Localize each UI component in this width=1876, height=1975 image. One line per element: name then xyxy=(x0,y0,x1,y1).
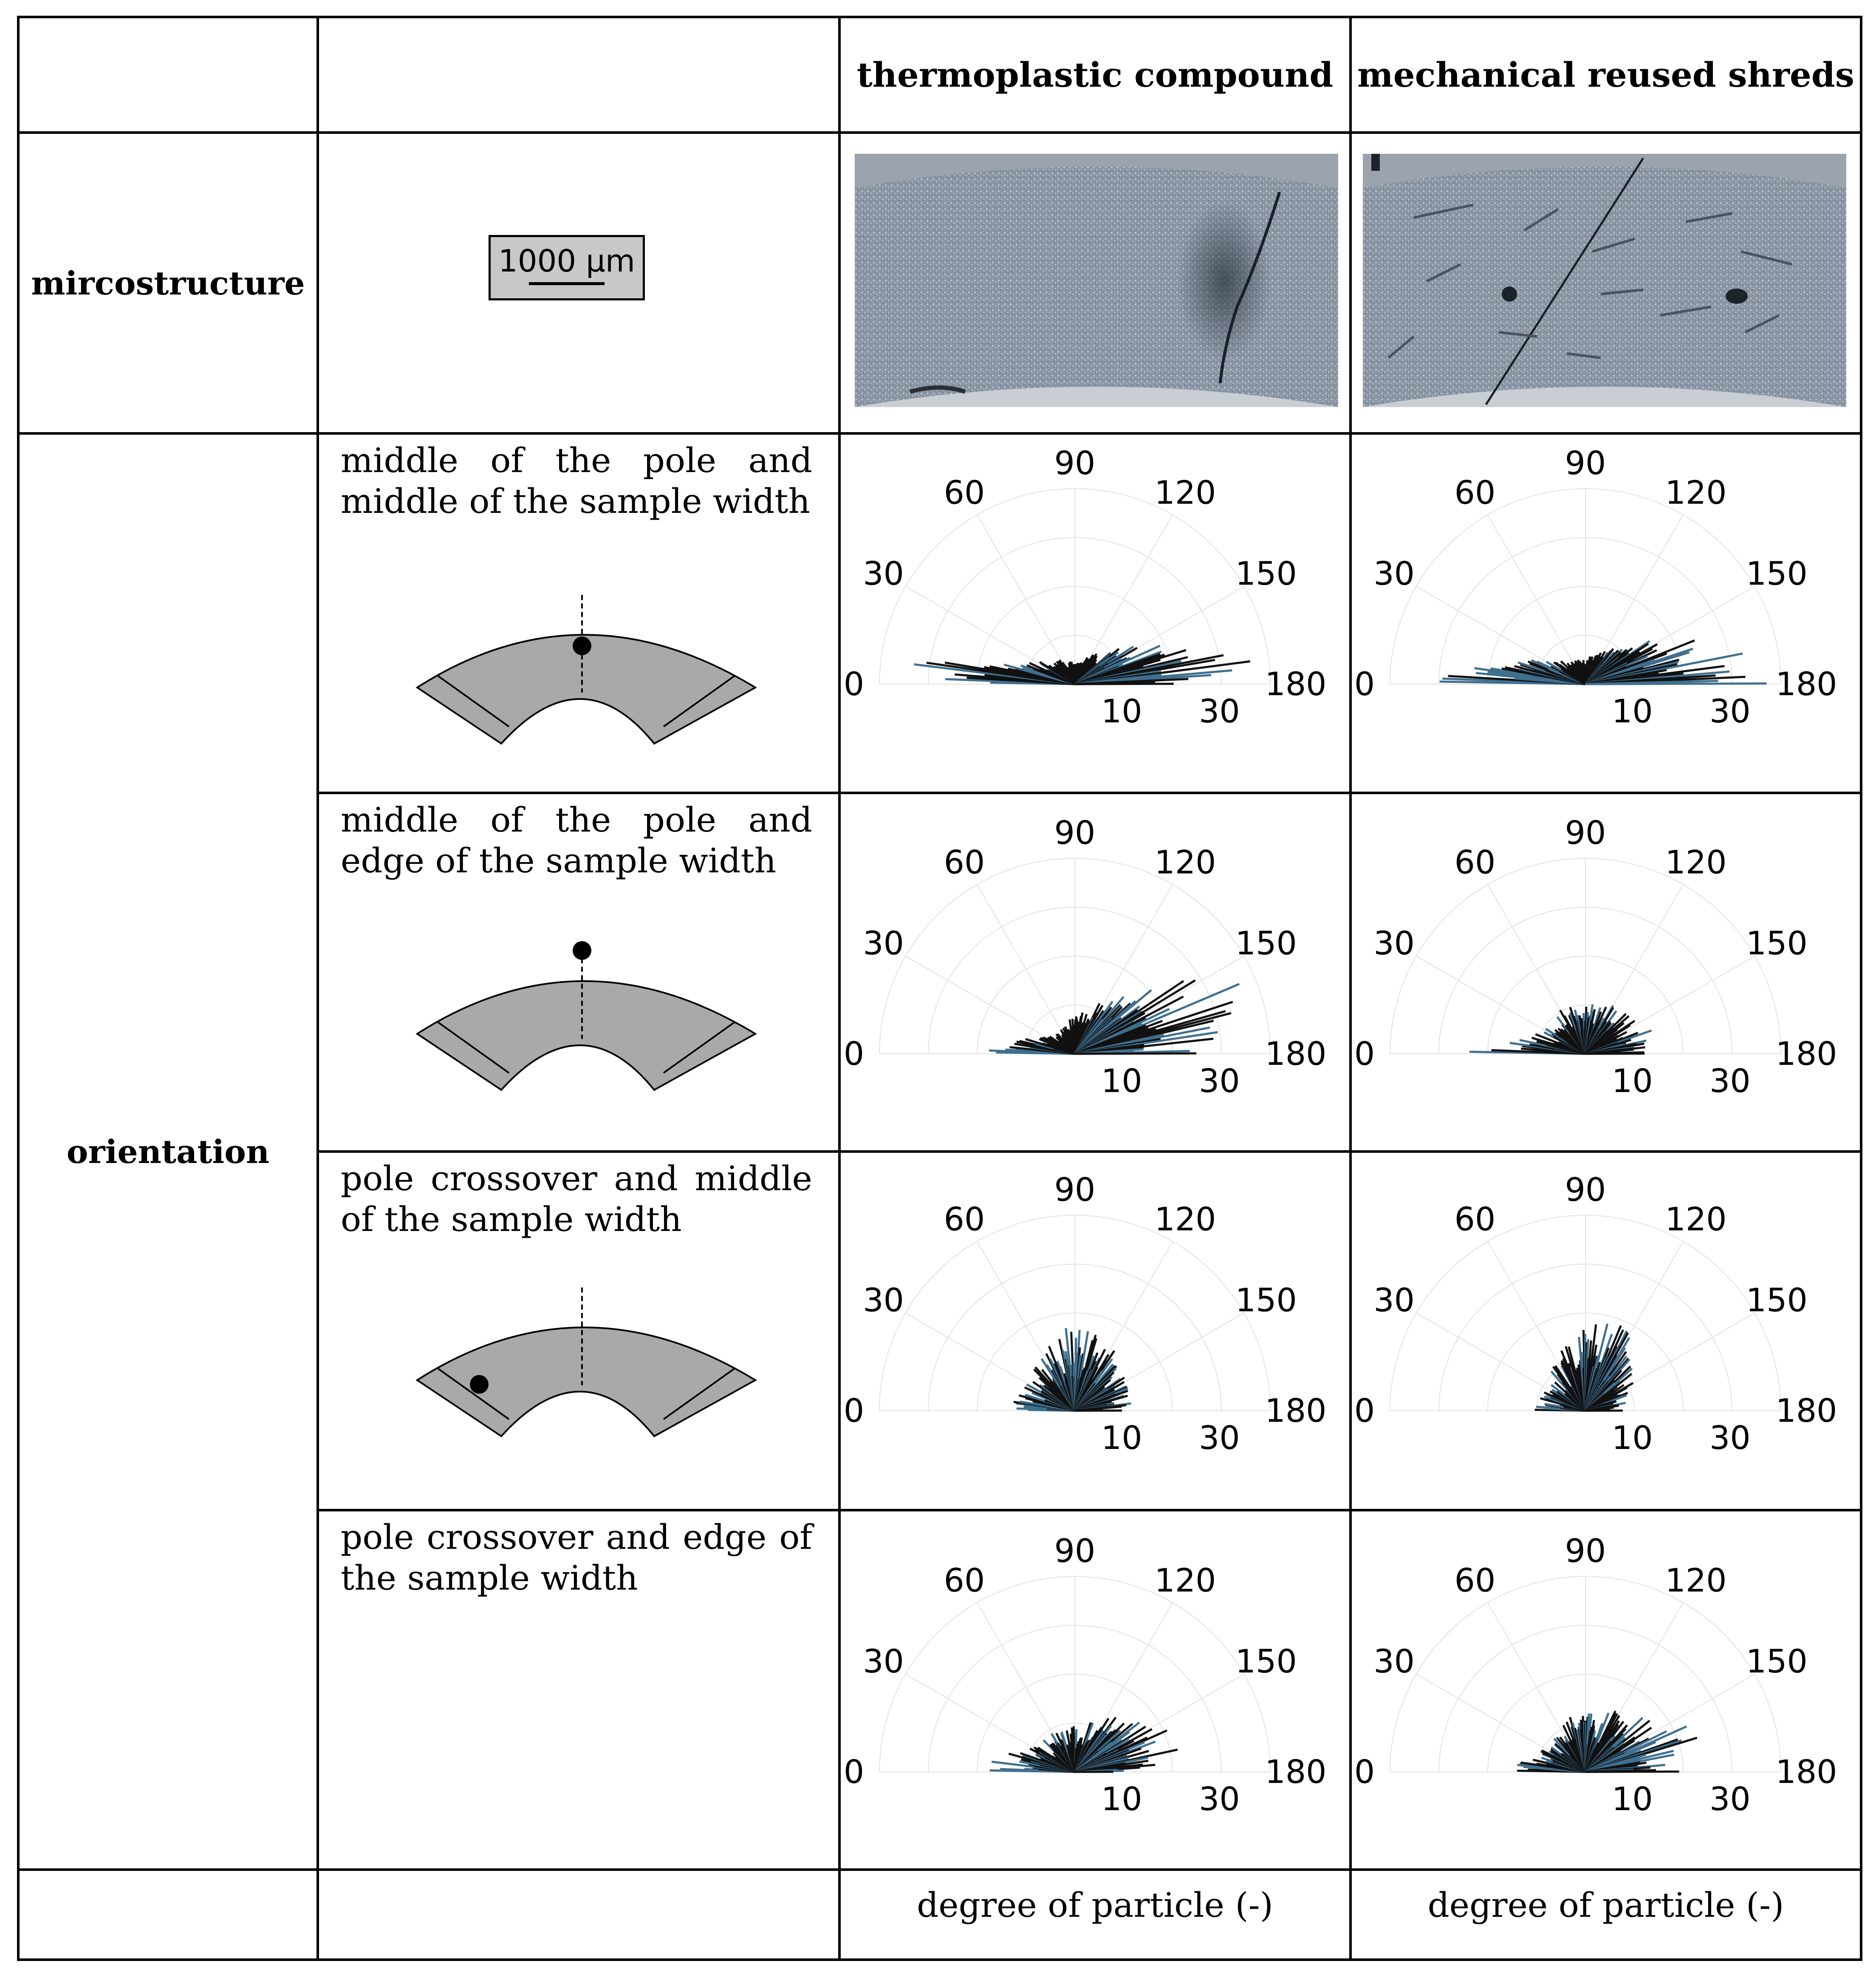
angle-tick-label: 120 xyxy=(1154,1561,1216,1599)
angle-tick-label: 90 xyxy=(1565,1171,1606,1208)
polar-grid-spoke xyxy=(1488,515,1585,684)
angle-tick-label: 180 xyxy=(1775,1035,1837,1072)
angle-tick-label: 30 xyxy=(863,1281,904,1319)
polar-bars xyxy=(1535,1324,1633,1411)
angle-tick-label: 60 xyxy=(1454,473,1496,512)
radial-tick-label: 30 xyxy=(1199,1062,1240,1100)
sample-point-marker xyxy=(470,1375,489,1394)
angle-tick-label: 60 xyxy=(1454,1561,1496,1599)
angle-tick-label: 150 xyxy=(1235,1642,1297,1680)
polar-chart-8 xyxy=(1348,1530,1853,1870)
angle-tick-label: 120 xyxy=(1154,843,1216,881)
angle-tick-label: 150 xyxy=(1235,555,1297,592)
polar-chart-6 xyxy=(1348,1169,1853,1508)
angle-tick-label: 90 xyxy=(1054,814,1096,852)
angle-tick-label: 180 xyxy=(1265,1035,1327,1072)
polar-chart-2 xyxy=(1348,442,1853,782)
angle-tick-label: 0 xyxy=(843,1753,865,1791)
angle-tick-label: 30 xyxy=(863,924,904,962)
angle-tick-label: 180 xyxy=(1775,1753,1837,1791)
polar-grid-spoke xyxy=(1488,1242,1585,1411)
angle-tick-label: 30 xyxy=(1373,1642,1415,1680)
grid-line xyxy=(17,1958,1862,1961)
polar-bars xyxy=(1517,1711,1697,1772)
polar-chart-5 xyxy=(837,1169,1342,1508)
radial-tick-label: 30 xyxy=(1709,1062,1751,1100)
angle-tick-label: 120 xyxy=(1665,473,1727,512)
angle-tick-label: 90 xyxy=(1054,1532,1096,1570)
angle-tick-label: 90 xyxy=(1054,444,1096,482)
angle-tick-label: 120 xyxy=(1665,843,1727,881)
angle-tick-label: 120 xyxy=(1665,1200,1727,1238)
angle-tick-label: 60 xyxy=(944,1200,985,1238)
angle-tick-label: 60 xyxy=(1454,1200,1496,1238)
column-header-c4: mechanical reused shreds xyxy=(1357,55,1854,95)
grid-line xyxy=(1860,16,1862,1961)
angle-tick-label: 60 xyxy=(1454,843,1496,881)
polar-bars xyxy=(989,980,1239,1054)
polar-chart-4 xyxy=(1348,812,1853,1152)
angle-tick-label: 0 xyxy=(1354,1753,1375,1791)
row-label-orientation: orientation xyxy=(66,1132,270,1171)
radial-tick-label: 30 xyxy=(1199,1419,1240,1457)
polar-grid-spoke xyxy=(977,885,1075,1054)
footer-label-c4: degree of particle (-) xyxy=(1427,1885,1784,1925)
angle-tick-label: 180 xyxy=(1775,1392,1837,1429)
radial-tick-label: 10 xyxy=(1612,1780,1653,1818)
grid-line xyxy=(316,792,1862,794)
angle-tick-label: 30 xyxy=(863,555,904,592)
grid-line xyxy=(316,16,319,1961)
micrograph-mechanical-reused-shreds xyxy=(1363,154,1846,407)
angle-tick-label: 180 xyxy=(1265,1753,1327,1791)
polar-bars xyxy=(990,1718,1178,1772)
radial-tick-label: 10 xyxy=(1101,1780,1142,1818)
angle-tick-label: 0 xyxy=(1354,665,1375,703)
angle-tick-label: 150 xyxy=(1746,924,1808,962)
angle-tick-label: 60 xyxy=(944,843,985,881)
sample-schematic-2 xyxy=(412,937,760,1098)
radial-tick-label: 30 xyxy=(1709,692,1751,730)
angle-tick-label: 180 xyxy=(1775,665,1837,703)
angle-tick-label: 120 xyxy=(1665,1561,1727,1599)
radial-tick-label: 30 xyxy=(1199,692,1240,730)
angle-tick-label: 0 xyxy=(843,1035,865,1072)
polar-bars xyxy=(1014,1328,1131,1411)
angle-tick-label: 180 xyxy=(1265,1392,1327,1429)
sample-point-marker xyxy=(573,637,591,655)
footer-label-c3: degree of particle (-) xyxy=(917,1885,1273,1925)
scale-bar-line xyxy=(529,282,605,285)
angle-tick-label: 150 xyxy=(1746,1642,1808,1680)
radial-tick-label: 10 xyxy=(1101,1062,1142,1100)
angle-tick-label: 0 xyxy=(843,665,865,703)
angle-tick-label: 180 xyxy=(1265,665,1327,703)
angle-tick-label: 60 xyxy=(944,1561,985,1599)
polar-chart-3 xyxy=(837,812,1342,1152)
angle-tick-label: 30 xyxy=(1373,1281,1415,1319)
polar-bars xyxy=(1440,640,1767,684)
polar-chart-7 xyxy=(837,1530,1342,1870)
sample-point-marker xyxy=(573,941,591,960)
radial-tick-label: 10 xyxy=(1101,692,1142,730)
grid-line xyxy=(316,1509,1862,1511)
position-label-1: middle of the pole and middle of the sample width xyxy=(341,441,812,521)
polar-bar xyxy=(1585,684,1767,685)
position-label-2: middle of the pole and edge of the sample width xyxy=(341,800,812,880)
radial-tick-label: 10 xyxy=(1101,1419,1142,1457)
angle-tick-label: 120 xyxy=(1154,473,1216,512)
angle-tick-label: 90 xyxy=(1565,814,1606,852)
row-label-microstructure: mircostructure xyxy=(31,264,305,302)
angle-tick-label: 0 xyxy=(843,1392,865,1429)
angle-tick-label: 0 xyxy=(1354,1392,1375,1429)
angle-tick-label: 150 xyxy=(1235,924,1297,962)
radial-tick-label: 30 xyxy=(1709,1419,1751,1457)
radial-tick-label: 10 xyxy=(1612,692,1653,730)
angle-tick-label: 30 xyxy=(863,1642,904,1680)
angle-tick-label: 30 xyxy=(1373,555,1415,592)
angle-tick-label: 150 xyxy=(1746,555,1808,592)
radial-tick-label: 10 xyxy=(1612,1419,1653,1457)
radial-tick-label: 10 xyxy=(1612,1062,1653,1100)
sample-schematic-1 xyxy=(412,591,760,752)
angle-tick-label: 150 xyxy=(1746,1281,1808,1319)
angle-tick-label: 120 xyxy=(1154,1200,1216,1238)
angle-tick-label: 150 xyxy=(1235,1281,1297,1319)
sample-schematic-3 xyxy=(412,1283,760,1445)
position-label-4: pole crossover and edge of the sample width xyxy=(341,1517,812,1598)
polar-bar xyxy=(1075,1053,1196,1054)
position-label-3: pole crossover and middle of the sample width xyxy=(341,1159,812,1239)
angle-tick-label: 90 xyxy=(1054,1171,1096,1208)
angle-tick-label: 90 xyxy=(1565,1532,1606,1570)
scale-bar-legend xyxy=(489,235,645,300)
polar-bars xyxy=(914,646,1250,684)
column-header-c3: thermoplastic compound xyxy=(856,55,1334,95)
radial-tick-label: 30 xyxy=(1199,1780,1240,1818)
angle-tick-label: 90 xyxy=(1565,444,1606,482)
angle-tick-label: 0 xyxy=(1354,1035,1375,1072)
scale-bar-label: 1000 µm xyxy=(498,243,636,279)
polar-bar xyxy=(1585,1771,1679,1772)
micrograph-thermoplastic-compound xyxy=(855,154,1338,407)
radial-tick-label: 30 xyxy=(1709,1780,1751,1818)
polar-chart-1 xyxy=(837,442,1342,782)
angle-tick-label: 30 xyxy=(1373,924,1415,962)
polar-grid-spoke xyxy=(977,515,1075,684)
angle-tick-label: 60 xyxy=(944,473,985,512)
